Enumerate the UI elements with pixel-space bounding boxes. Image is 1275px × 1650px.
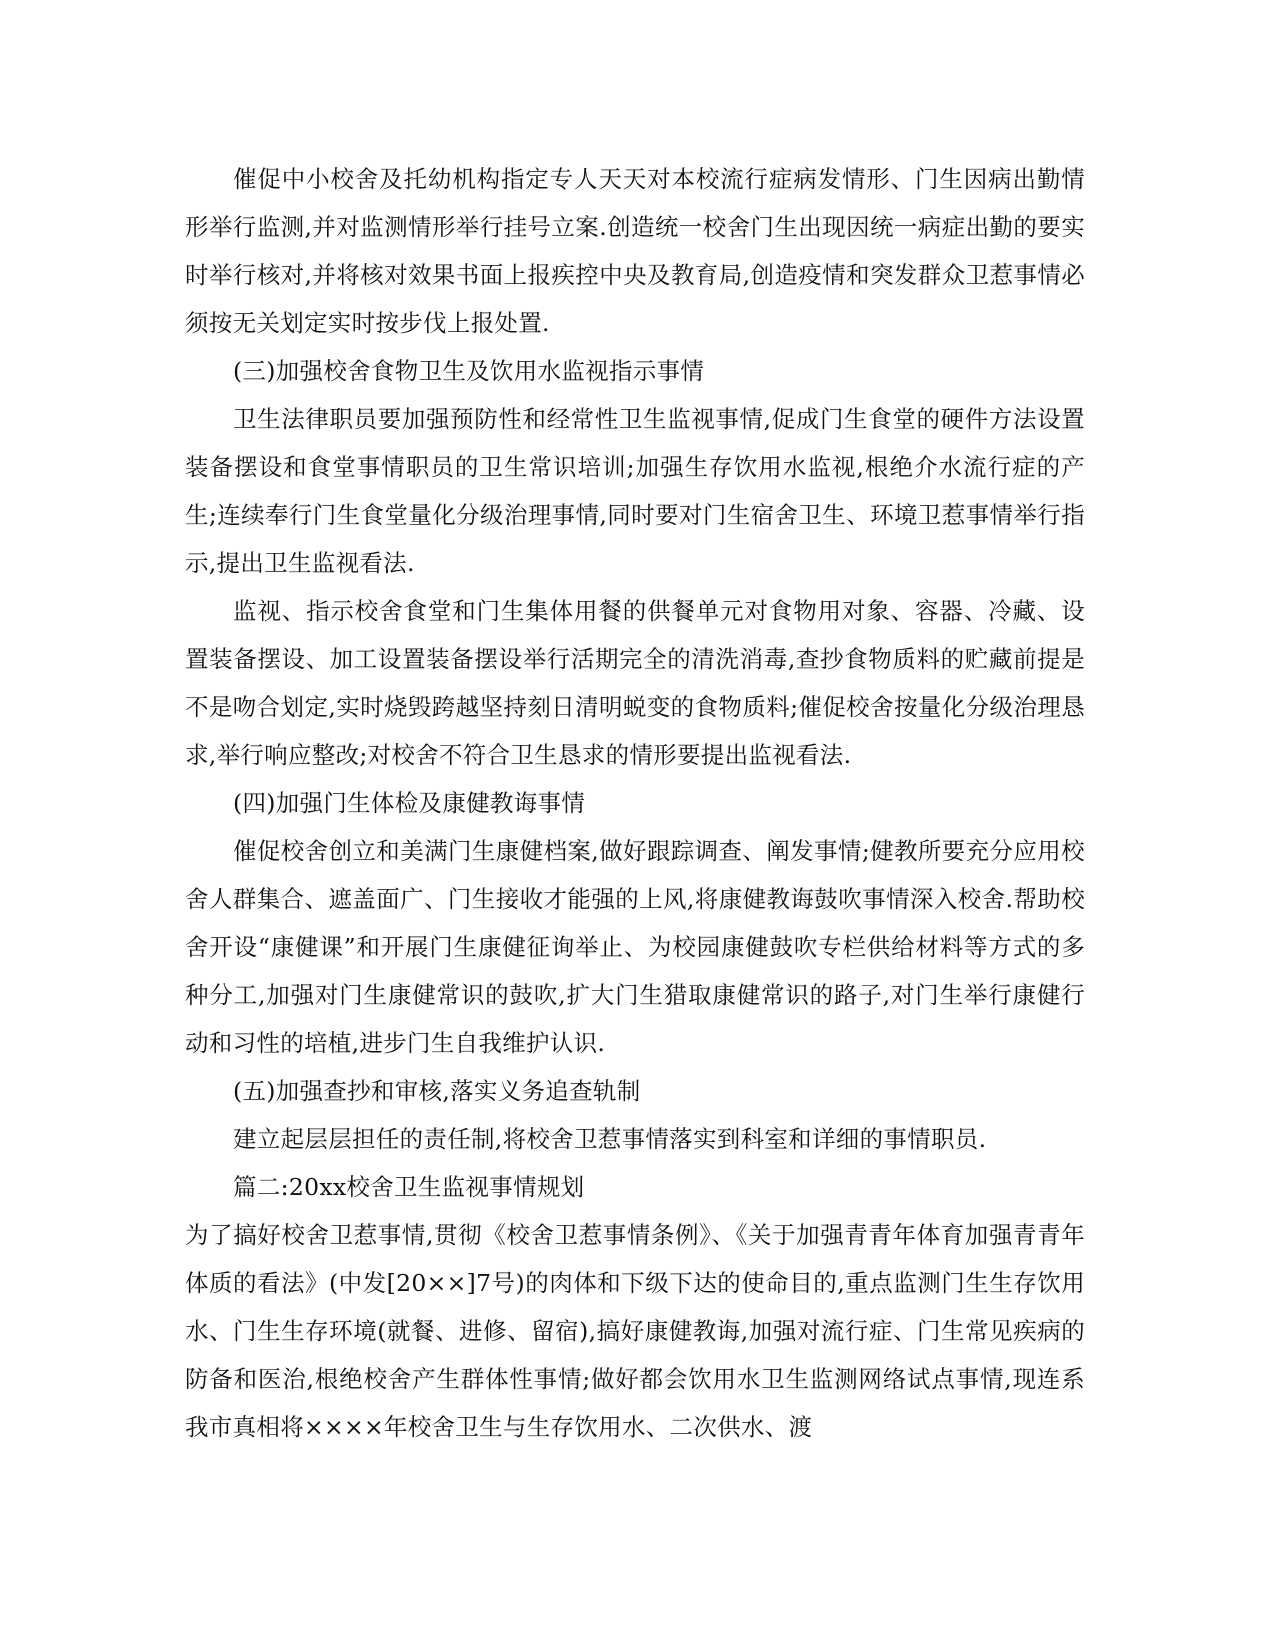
paragraph-monitoring: 催促中小校舍及托幼机构指定专人天天对本校流行症病发情形、门生因病出勤情形举行监测,并对监测情形举行挂号立案.创造统一校舍门生出现因统一病症出勤的要实时举行核对,并将核对效果书面上报疾控中央及教育局,创造疫情和突发群众卫惹事情必须按无关划定实时按步伐上报处置. <box>185 165 1085 337</box>
section-heading-3: (三)加强校舍食物卫生及饮用水监视指示事情 <box>233 357 705 385</box>
paragraph-canteen-supervision: 监视、指示校舍食堂和门生集体用餐的供餐单元对食物用对象、容器、冷藏、设置装备摆设、加工设置装备摆设举行活期完全的清洗消毒,查抄食物质料的贮藏前提是不是吻合划定,实时烧毁跨越坚持刻日清明蜕变的食物质料;催促校舍按量化分级治理恳求,举行响应整改;对校舍不符合卫生恳求的情形要提出监视看法. <box>185 597 1085 769</box>
section-heading-4: (四)加强门生体检及康健教诲事情 <box>233 789 586 817</box>
paragraph-health-education: 催促校舍创立和美满门生康健档案,做好跟踪调查、阐发事情;健教所要充分应用校舍人群集合、遮盖面广、门生接收才能强的上风,将康健教诲鼓吹事情深入校舍.帮助校舍开设“康健课”和开展门生康健征询举止、为校园康健鼓吹专栏供给材料等方式的多种分工,加强对门生康健常识的鼓吹,扩大门生猎取康健常识的路子,对门生举行康健行动和习性的培植,进步门生自我维护认识. <box>185 837 1085 1057</box>
paragraph-responsibility: 建立起层层担任的责任制,将校舍卫惹事情落实到科室和详细的事情职员. <box>233 1125 987 1153</box>
paragraph-plan-intro: 为了搞好校舍卫惹事情,贯彻《校舍卫惹事情条例》、《关于加强青青年体育加强青青年体质的看法》(中发[20××]7号)的肉体和下级下达的使命目的,重点监测门生生存饮用水、门生生存环境(就餐、进修、留宿),搞好康健教诲,加强对流行症、门生常见疾病的防备和医治,根绝校舍产生群体性事情;做好都会饮用水卫生监测网络试点事情,现连系我市真相将××××年校舍卫生与生存饮用水、二次供水、渡 <box>185 1221 1085 1441</box>
chapter-heading-2: 篇二:20xx校舍卫生监视事情规划 <box>233 1173 585 1201</box>
document-body <box>185 155 1085 1451</box>
section-heading-5: (五)加强查抄和审核,落实义务追查轨制 <box>233 1077 641 1105</box>
paragraph-food-hygiene: 卫生法律职员要加强预防性和经常性卫生监视事情,促成门生食堂的硬件方法设置装备摆设和食堂事情职员的卫生常识培训;加强生存饮用水监视,根绝介水流行症的产生;连续奉行门生食堂量化分级治理事情,同时要对门生宿舍卫生、环境卫惹事情举行指示,提出卫生监视看法. <box>185 405 1085 577</box>
